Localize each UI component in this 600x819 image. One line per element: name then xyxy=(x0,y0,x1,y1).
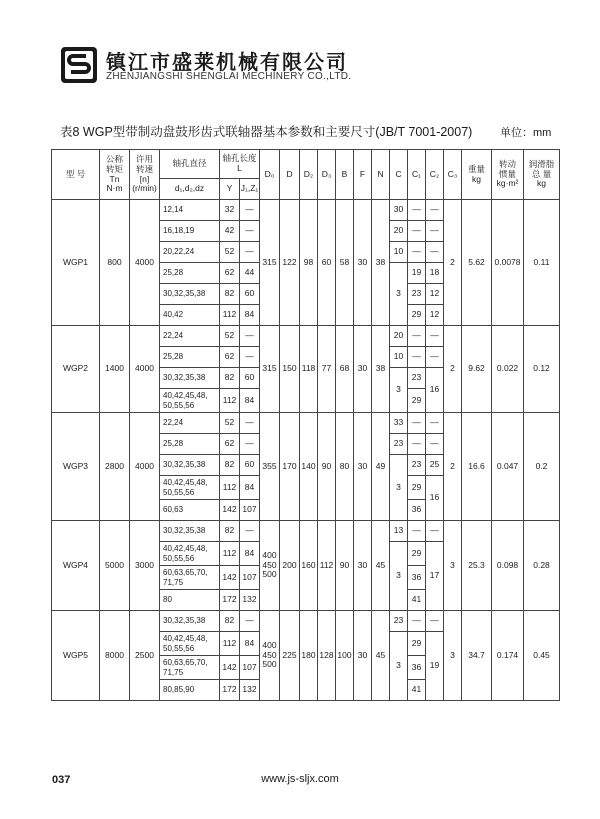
C2-cell: 16 xyxy=(426,368,444,413)
J-cell: — xyxy=(240,434,260,455)
D3-cell: 90 xyxy=(318,413,336,521)
D2-cell: 180 xyxy=(300,611,318,701)
D-cell: 200 xyxy=(280,521,300,611)
speed-cell: 4000 xyxy=(130,326,160,413)
D3-cell: 60 xyxy=(318,200,336,326)
C2-cell: — xyxy=(426,200,444,221)
C1-cell: 36 xyxy=(408,566,426,590)
bore-cell: 40,42 xyxy=(160,305,220,326)
D0-cell: 355 xyxy=(260,413,280,521)
C1-cell: 23 xyxy=(408,368,426,389)
header-C3: C₃ xyxy=(444,150,462,200)
torque-cell: 2800 xyxy=(100,413,130,521)
grease-cell: 0.12 xyxy=(524,326,560,413)
Y-cell: 82 xyxy=(220,611,240,632)
bore-cell: 25,28 xyxy=(160,434,220,455)
C1-cell: 29 xyxy=(408,632,426,656)
C-cell: 3 xyxy=(390,263,408,326)
C1-cell: 29 xyxy=(408,389,426,413)
J-cell: 84 xyxy=(240,305,260,326)
C2-cell: 12 xyxy=(426,284,444,305)
J-cell: 132 xyxy=(240,590,260,611)
C1-cell: 23 xyxy=(408,455,426,476)
table-row xyxy=(52,200,560,221)
model-cell: WGP3 xyxy=(52,413,100,521)
Y-cell: 62 xyxy=(220,434,240,455)
Y-cell: 142 xyxy=(220,500,240,521)
D2-cell: 98 xyxy=(300,200,318,326)
J-cell: — xyxy=(240,413,260,434)
grease-cell: 0.28 xyxy=(524,521,560,611)
grease-cell: 0.11 xyxy=(524,200,560,326)
C-cell: 23 xyxy=(390,434,408,455)
table-row xyxy=(52,521,560,542)
torque-cell: 800 xyxy=(100,200,130,326)
header-C2: C₂ xyxy=(426,150,444,200)
C2-cell: — xyxy=(426,242,444,263)
inertia-cell: 0.047 xyxy=(492,413,524,521)
torque-cell: 5000 xyxy=(100,521,130,611)
C1-cell: — xyxy=(408,434,426,455)
header-bore: 轴孔直径 xyxy=(160,150,220,179)
inertia-cell: 0.022 xyxy=(492,326,524,413)
model-cell: WGP4 xyxy=(52,521,100,611)
C2-cell: — xyxy=(426,413,444,434)
inertia-cell: 0.174 xyxy=(492,611,524,701)
bore-cell: 80 xyxy=(160,590,220,611)
J-cell: 84 xyxy=(240,476,260,500)
D3-cell: 77 xyxy=(318,326,336,413)
torque-cell: 8000 xyxy=(100,611,130,701)
J-cell: 84 xyxy=(240,389,260,413)
C1-cell: 29 xyxy=(408,542,426,566)
C-cell: 33 xyxy=(390,413,408,434)
bore-cell: 22,24 xyxy=(160,413,220,434)
C2-cell: — xyxy=(426,326,444,347)
C3-cell: 3 xyxy=(444,521,462,611)
bore-cell: 60,63,65,70, 71,75 xyxy=(160,566,220,590)
bore-cell: 40,42,45,48, 50,55,56 xyxy=(160,389,220,413)
table-header xyxy=(52,150,560,200)
C-cell: 30 xyxy=(390,200,408,221)
weight-cell: 16.6 xyxy=(462,413,492,521)
C2-cell: 25 xyxy=(426,455,444,476)
F-cell: 30 xyxy=(354,200,372,326)
model-cell: WGP1 xyxy=(52,200,100,326)
D2-cell: 160 xyxy=(300,521,318,611)
Y-cell: 52 xyxy=(220,326,240,347)
J-cell: 107 xyxy=(240,566,260,590)
F-cell: 30 xyxy=(354,413,372,521)
header-weight: 重量 kg xyxy=(462,150,492,200)
C1-cell: 23 xyxy=(408,284,426,305)
D0-cell: 400 450 500 xyxy=(260,521,280,611)
header-D2: D₂ xyxy=(300,150,318,200)
F-cell: 30 xyxy=(354,521,372,611)
C2-cell: 16 xyxy=(426,476,444,521)
C2-cell: — xyxy=(426,434,444,455)
Y-cell: 42 xyxy=(220,221,240,242)
C-cell: 3 xyxy=(390,455,408,521)
N-cell: 45 xyxy=(372,521,390,611)
C1-cell: — xyxy=(408,611,426,632)
bore-cell: 30,32,35,38 xyxy=(160,521,220,542)
header-Y: Y xyxy=(220,179,240,200)
speed-cell: 4000 xyxy=(130,413,160,521)
bore-cell: 40,42,45,48, 50,55,56 xyxy=(160,476,220,500)
bore-cell: 80,85,90 xyxy=(160,680,220,701)
speed-cell: 3000 xyxy=(130,521,160,611)
C1-cell: — xyxy=(408,326,426,347)
Y-cell: 82 xyxy=(220,368,240,389)
J-cell: 60 xyxy=(240,368,260,389)
table-row xyxy=(52,611,560,632)
Y-cell: 52 xyxy=(220,242,240,263)
bore-cell: 60,63 xyxy=(160,500,220,521)
speed-cell: 4000 xyxy=(130,200,160,326)
C-cell: 3 xyxy=(390,632,408,701)
Y-cell: 82 xyxy=(220,284,240,305)
J-cell: 44 xyxy=(240,263,260,284)
Y-cell: 82 xyxy=(220,521,240,542)
Y-cell: 172 xyxy=(220,680,240,701)
Y-cell: 142 xyxy=(220,656,240,680)
bore-cell: 60,63,65,70, 71,75 xyxy=(160,656,220,680)
J-cell: 132 xyxy=(240,680,260,701)
Y-cell: 82 xyxy=(220,455,240,476)
C-cell: 23 xyxy=(390,611,408,632)
D3-cell: 112 xyxy=(318,521,336,611)
bore-cell: 20,22,24 xyxy=(160,242,220,263)
table-title: 表8 WGP型带制动盘鼓形齿式联轴器基本参数和主要尺寸(JB/T 7001-2007) xyxy=(60,125,473,139)
J-cell: 107 xyxy=(240,656,260,680)
company-logo-icon xyxy=(60,46,98,84)
header-C1: C₁ xyxy=(408,150,426,200)
J-cell: 107 xyxy=(240,500,260,521)
C1-cell: — xyxy=(408,221,426,242)
header-speed: 许用 转速 [n] (r/min) xyxy=(130,150,160,200)
C1-cell: — xyxy=(408,347,426,368)
C-cell: 3 xyxy=(390,368,408,413)
D0-cell: 315 xyxy=(260,200,280,326)
page-number: 037 xyxy=(52,774,71,786)
B-cell: 58 xyxy=(336,200,354,326)
C1-cell: 36 xyxy=(408,500,426,521)
header-inertia: 转动 惯量 kg·m² xyxy=(492,150,524,200)
header-F: F xyxy=(354,150,372,200)
C-cell: 10 xyxy=(390,347,408,368)
Y-cell: 62 xyxy=(220,263,240,284)
company-header xyxy=(60,44,550,90)
D0-cell: 315 xyxy=(260,326,280,413)
C-cell: 13 xyxy=(390,521,408,542)
J-cell: 60 xyxy=(240,284,260,305)
weight-cell: 9.62 xyxy=(462,326,492,413)
speed-cell: 2500 xyxy=(130,611,160,701)
model-cell: WGP2 xyxy=(52,326,100,413)
bore-cell: 22,24 xyxy=(160,326,220,347)
spec-table xyxy=(51,149,560,701)
D-cell: 225 xyxy=(280,611,300,701)
D-cell: 122 xyxy=(280,200,300,326)
Y-cell: 112 xyxy=(220,632,240,656)
C2-cell: — xyxy=(426,521,444,542)
N-cell: 49 xyxy=(372,413,390,521)
header-D: D xyxy=(280,150,300,200)
inertia-cell: 0.098 xyxy=(492,521,524,611)
D-cell: 170 xyxy=(280,413,300,521)
C3-cell: 2 xyxy=(444,413,462,521)
bore-cell: 25,28 xyxy=(160,263,220,284)
C1-cell: 29 xyxy=(408,476,426,500)
company-name-en: ZHENJIANGSHI SHENGLAI MECHINERY CO.,LTD. xyxy=(106,71,352,82)
C1-cell: — xyxy=(408,242,426,263)
Y-cell: 142 xyxy=(220,566,240,590)
C1-cell: 19 xyxy=(408,263,426,284)
header-B: B xyxy=(336,150,354,200)
F-cell: 30 xyxy=(354,611,372,701)
J-cell: — xyxy=(240,221,260,242)
header-C: C xyxy=(390,150,408,200)
bore-cell: 40,42,45,48, 50,55,56 xyxy=(160,632,220,656)
C-cell: 10 xyxy=(390,242,408,263)
table-row xyxy=(52,326,560,347)
header-grease: 润滑脂 总 量 kg xyxy=(524,150,560,200)
header-model: 型 号 xyxy=(52,150,100,200)
model-cell: WGP5 xyxy=(52,611,100,701)
Y-cell: 112 xyxy=(220,476,240,500)
grease-cell: 0.2 xyxy=(524,413,560,521)
J-cell: 84 xyxy=(240,632,260,656)
J-cell: 84 xyxy=(240,542,260,566)
bore-cell: 12,14 xyxy=(160,200,220,221)
header-D0: D₀ xyxy=(260,150,280,200)
J-cell: — xyxy=(240,611,260,632)
header-D3: D₃ xyxy=(318,150,336,200)
N-cell: 38 xyxy=(372,200,390,326)
D2-cell: 140 xyxy=(300,413,318,521)
C3-cell: 3 xyxy=(444,611,462,701)
weight-cell: 5.62 xyxy=(462,200,492,326)
D0-cell: 400 450 500 xyxy=(260,611,280,701)
header-J: J₁,Z₁ xyxy=(240,179,260,200)
N-cell: 38 xyxy=(372,326,390,413)
Y-cell: 112 xyxy=(220,305,240,326)
C2-cell: 18 xyxy=(426,263,444,284)
C-cell: 3 xyxy=(390,542,408,611)
bore-cell: 30,32,35,38 xyxy=(160,284,220,305)
J-cell: — xyxy=(240,347,260,368)
bore-cell: 16,18,19 xyxy=(160,221,220,242)
D2-cell: 118 xyxy=(300,326,318,413)
B-cell: 68 xyxy=(336,326,354,413)
table-row xyxy=(52,413,560,434)
bore-cell: 30,32,35,38 xyxy=(160,368,220,389)
N-cell: 45 xyxy=(372,611,390,701)
C1-cell: 29 xyxy=(408,305,426,326)
header-length: 轴孔长度 L xyxy=(220,150,260,179)
C2-cell: 12 xyxy=(426,305,444,326)
C1-cell: — xyxy=(408,413,426,434)
Y-cell: 172 xyxy=(220,590,240,611)
C2-cell: — xyxy=(426,611,444,632)
bore-cell: 30,32,35,38 xyxy=(160,611,220,632)
B-cell: 90 xyxy=(336,521,354,611)
B-cell: 80 xyxy=(336,413,354,521)
C1-cell: — xyxy=(408,521,426,542)
header-torque: 公称 转矩 Tn N·m xyxy=(100,150,130,200)
C3-cell: 2 xyxy=(444,200,462,326)
J-cell: — xyxy=(240,521,260,542)
C-cell: 20 xyxy=(390,221,408,242)
C3-cell: 2 xyxy=(444,326,462,413)
B-cell: 100 xyxy=(336,611,354,701)
D-cell: 150 xyxy=(280,326,300,413)
bore-cell: 30,32,35,38 xyxy=(160,455,220,476)
C2-cell: 19 xyxy=(426,632,444,701)
bore-cell: 40,42,45,48, 50,55,56 xyxy=(160,542,220,566)
Y-cell: 112 xyxy=(220,389,240,413)
grease-cell: 0.45 xyxy=(524,611,560,701)
C1-cell: 41 xyxy=(408,680,426,701)
D3-cell: 128 xyxy=(318,611,336,701)
Y-cell: 32 xyxy=(220,200,240,221)
C2-cell: — xyxy=(426,347,444,368)
J-cell: — xyxy=(240,242,260,263)
J-cell: — xyxy=(240,326,260,347)
C1-cell: — xyxy=(408,200,426,221)
C1-cell: 41 xyxy=(408,590,426,611)
weight-cell: 25.3 xyxy=(462,521,492,611)
C2-cell: — xyxy=(426,221,444,242)
C-cell: 20 xyxy=(390,326,408,347)
Y-cell: 112 xyxy=(220,542,240,566)
unit-label: 单位：mm xyxy=(500,127,552,139)
J-cell: 60 xyxy=(240,455,260,476)
header-N: N xyxy=(372,150,390,200)
J-cell: — xyxy=(240,200,260,221)
bore-cell: 25,28 xyxy=(160,347,220,368)
weight-cell: 34.7 xyxy=(462,611,492,701)
website-url: www.js-sljx.com xyxy=(261,773,339,785)
header-bore-sub: d₁,d₂,dz xyxy=(160,179,220,200)
torque-cell: 1400 xyxy=(100,326,130,413)
company-name-cn: 镇江市盛莱机械有限公司 xyxy=(106,52,348,74)
Y-cell: 52 xyxy=(220,413,240,434)
inertia-cell: 0.0078 xyxy=(492,200,524,326)
C2-cell: 17 xyxy=(426,542,444,611)
Y-cell: 62 xyxy=(220,347,240,368)
C1-cell: 36 xyxy=(408,656,426,680)
F-cell: 30 xyxy=(354,326,372,413)
